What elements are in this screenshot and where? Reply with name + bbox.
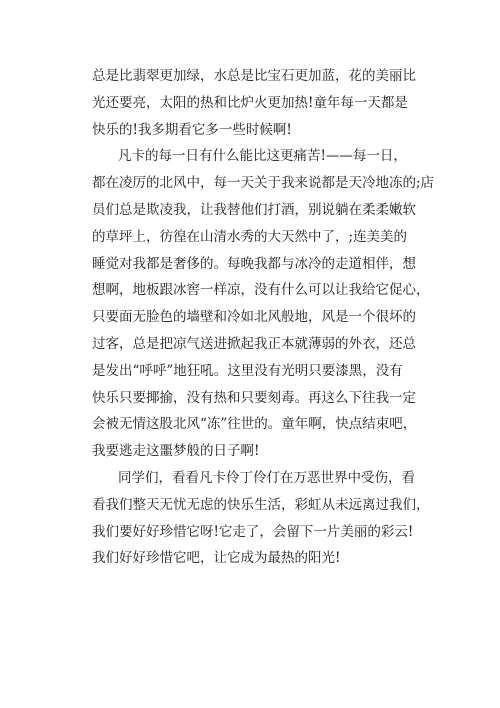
text-line: 光还要亮，太阳的热和比炉火更加热!童年每一天都是 [92, 94, 408, 111]
text-line: 睡觉对我都是奢侈的。每晚我都与冰冷的走道相伴，想 [92, 255, 416, 272]
text-line: 快乐的!我多期看它多一些时候啊! [92, 121, 292, 138]
text-line: 快乐只要揶揄，没有热和只要刻毒。再这么下往我一定 [92, 389, 416, 406]
text-line: 的草坪上，彷徨在山清水秀的大天然中了，;连美美的 [92, 228, 408, 245]
text-line: 我要逃走这噩梦般的日子啊! [92, 443, 260, 460]
paragraph-2 [92, 143, 435, 465]
text-line: 员们总是欺凌我，让我替他们打酒，别说躺在柔柔嫩软 [92, 201, 416, 218]
paragraph-3 [92, 465, 430, 572]
text-line: 我们好好珍惜它吧，让它成为最热的阳光! [92, 550, 341, 567]
text-line: 只要面无脸色的墙壁和冷如北风般地，风是一个很坏的 [92, 309, 416, 326]
document-body [92, 63, 435, 572]
text-line: 看我们整天无忧无虑的快乐生活，彩虹从未远离过我们， [92, 496, 430, 513]
text-line: 总是比翡翠更加绿，水总是比宝石更加蓝，花的美丽比 [92, 68, 416, 84]
text-line: 想啊，地板跟冰窖一样凉，没有什么可以让我给它促心， [92, 282, 430, 299]
text-line: 我们要好好珍惜它呀!它走了，会留下一片美丽的彩云! [92, 523, 414, 540]
text-line: 都在凌厉的北风中，每一天关于我来说都是天冷地冻的;店 [92, 175, 435, 192]
text-line: 同学们，看看凡卡伶丁伶仃在万恶世界中受伤，看 [118, 469, 415, 486]
text-line: 会被无情这股北风“冻”往世的。童年啊，快点结束吧， [92, 416, 417, 433]
text-line: 过客，总是把凉气送进掀起我正本就薄弱的外衣，还总 [92, 335, 416, 352]
paragraph-1 [92, 63, 422, 143]
text-line: 是发出“呼呼”地狂吼。这里没有光明只要漆黑，没有 [92, 362, 403, 379]
text-line: 凡卡的每一日有什么能比这更痛苦!——每一日， [118, 148, 407, 165]
